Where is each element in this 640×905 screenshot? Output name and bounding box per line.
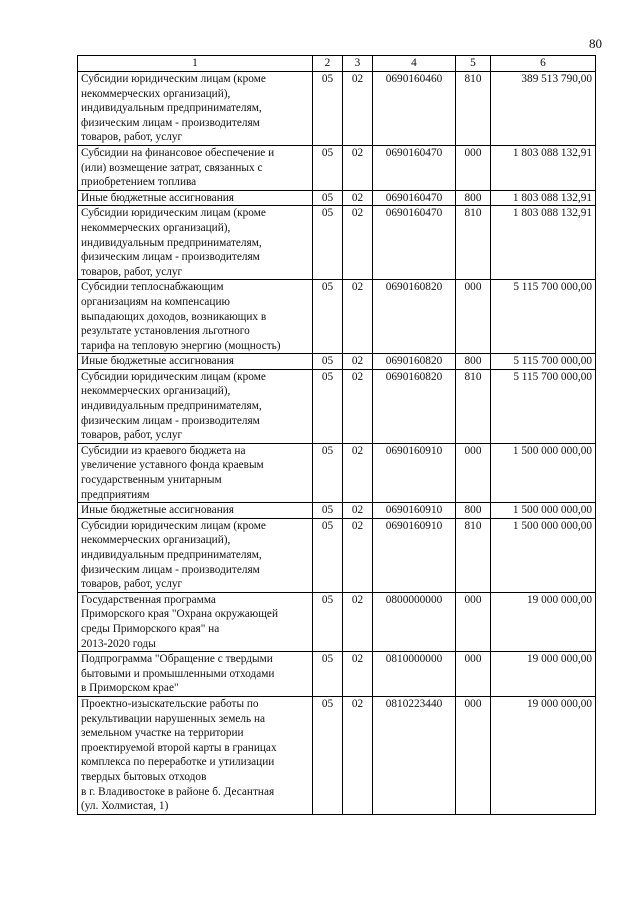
target-article-code: 0810000000: [373, 652, 456, 697]
target-article-code: 0690160910: [373, 443, 456, 502]
section-code: 05: [313, 206, 343, 280]
target-article-code: 0690160470: [373, 206, 456, 280]
target-article-code: 0800000000: [373, 592, 456, 651]
section-code: 05: [313, 190, 343, 206]
expense-type-code: 000: [456, 652, 491, 697]
table-row: [78, 592, 596, 651]
subsection-code: 02: [343, 696, 373, 814]
target-article-code: 0810223440: [373, 696, 456, 814]
target-article-code: 0690160460: [373, 72, 456, 146]
table-row: [78, 443, 596, 502]
target-article-code: 0690160820: [373, 369, 456, 443]
subsection-code: 02: [343, 145, 373, 190]
amount: 5 115 700 000,00: [491, 280, 596, 354]
amount: 19 000 000,00: [491, 696, 596, 814]
table-row: [78, 206, 596, 280]
amount: 1 500 000 000,00: [491, 503, 596, 519]
expense-type-code: 000: [456, 592, 491, 651]
amount: 1 803 088 132,91: [491, 206, 596, 280]
section-code: 05: [313, 280, 343, 354]
budget-table: [77, 55, 596, 815]
expense-type-code: 810: [456, 518, 491, 592]
table-row: [78, 190, 596, 206]
target-article-code: 0690160470: [373, 190, 456, 206]
column-header: 2: [313, 56, 343, 72]
section-code: 05: [313, 354, 343, 370]
table-row: [78, 280, 596, 354]
subsection-code: 02: [343, 369, 373, 443]
section-code: 05: [313, 696, 343, 814]
item-name: Субсидии юридическим лицам (кроме некоммерческих организаций), индивидуальным предпринимателям, физическим лицам - производителям товаров, работ, услуг: [78, 369, 313, 443]
expense-type-code: 000: [456, 280, 491, 354]
item-name: Иные бюджетные ассигнования: [78, 190, 313, 206]
target-article-code: 0690160910: [373, 503, 456, 519]
amount: 389 513 790,00: [491, 72, 596, 146]
amount: 19 000 000,00: [491, 652, 596, 697]
subsection-code: 02: [343, 190, 373, 206]
amount: 1 500 000 000,00: [491, 518, 596, 592]
expense-type-code: 000: [456, 696, 491, 814]
item-name: Иные бюджетные ассигнования: [78, 503, 313, 519]
amount: 5 115 700 000,00: [491, 369, 596, 443]
table-row: [78, 503, 596, 519]
expense-type-code: 800: [456, 190, 491, 206]
amount: 1 803 088 132,91: [491, 145, 596, 190]
item-name: Субсидии юридическим лицам (кроме некоммерческих организаций), индивидуальным предпринимателям, физическим лицам - производителям товаров, работ, услуг: [78, 206, 313, 280]
subsection-code: 02: [343, 206, 373, 280]
section-code: 05: [313, 72, 343, 146]
section-code: 05: [313, 503, 343, 519]
expense-type-code: 000: [456, 443, 491, 502]
expense-type-code: 810: [456, 206, 491, 280]
subsection-code: 02: [343, 503, 373, 519]
subsection-code: 02: [343, 592, 373, 651]
section-code: 05: [313, 592, 343, 651]
item-name: Проектно-изыскательские работы по рекультивации нарушенных земель на земельном участке на территории проектируемой второй карты в границах комплекса по переработке и утилизации твердых бытовых отходов в г. Владивостоке в районе б. Десантная (ул. Холмистая, 1): [78, 696, 313, 814]
target-article-code: 0690160820: [373, 280, 456, 354]
subsection-code: 02: [343, 652, 373, 697]
expense-type-code: 800: [456, 503, 491, 519]
section-code: 05: [313, 145, 343, 190]
table-row: [78, 145, 596, 190]
column-header: 1: [78, 56, 313, 72]
subsection-code: 02: [343, 518, 373, 592]
page-number: 80: [589, 36, 602, 51]
table-row: [78, 652, 596, 697]
item-name: Субсидии юридическим лицам (кроме некоммерческих организаций), индивидуальным предпринимателям, физическим лицам - производителям товаров, работ, услуг: [78, 518, 313, 592]
section-code: 05: [313, 652, 343, 697]
column-header: 6: [491, 56, 596, 72]
column-header: 5: [456, 56, 491, 72]
item-name: Иные бюджетные ассигнования: [78, 354, 313, 370]
column-header: 4: [373, 56, 456, 72]
column-header: 3: [343, 56, 373, 72]
target-article-code: 0690160470: [373, 145, 456, 190]
subsection-code: 02: [343, 354, 373, 370]
expense-type-code: 000: [456, 145, 491, 190]
table-row: [78, 369, 596, 443]
subsection-code: 02: [343, 280, 373, 354]
section-code: 05: [313, 443, 343, 502]
expense-type-code: 810: [456, 369, 491, 443]
section-code: 05: [313, 518, 343, 592]
item-name: Субсидии теплоснабжающим организациям на компенсацию выпадающих доходов, возникающих в результате установления льготного тарифа на тепловую энергию (мощность): [78, 280, 313, 354]
table-row: [78, 72, 596, 146]
item-name: Субсидии на финансовое обеспечение и (или) возмещение затрат, связанных с приобретением топлива: [78, 145, 313, 190]
subsection-code: 02: [343, 443, 373, 502]
item-name: Подпрограмма "Обращение с твердыми бытовыми и промышленными отходами в Приморском крае": [78, 652, 313, 697]
amount: 5 115 700 000,00: [491, 354, 596, 370]
subsection-code: 02: [343, 72, 373, 146]
table-row: [78, 518, 596, 592]
section-code: 05: [313, 369, 343, 443]
item-name: Государственная программа Приморского края "Охрана окружающей среды Приморского края" на 2013-2020 годы: [78, 592, 313, 651]
table-row: [78, 696, 596, 814]
target-article-code: 0690160910: [373, 518, 456, 592]
header-row: [78, 56, 596, 72]
amount: 19 000 000,00: [491, 592, 596, 651]
table-row: [78, 354, 596, 370]
expense-type-code: 810: [456, 72, 491, 146]
target-article-code: 0690160820: [373, 354, 456, 370]
item-name: Субсидии юридическим лицам (кроме некоммерческих организаций), индивидуальным предпринимателям, физическим лицам - производителям товаров, работ, услуг: [78, 72, 313, 146]
item-name: Субсидии из краевого бюджета на увеличение уставного фонда краевым государственным унитарным предприятиям: [78, 443, 313, 502]
expense-type-code: 800: [456, 354, 491, 370]
amount: 1 803 088 132,91: [491, 190, 596, 206]
amount: 1 500 000 000,00: [491, 443, 596, 502]
